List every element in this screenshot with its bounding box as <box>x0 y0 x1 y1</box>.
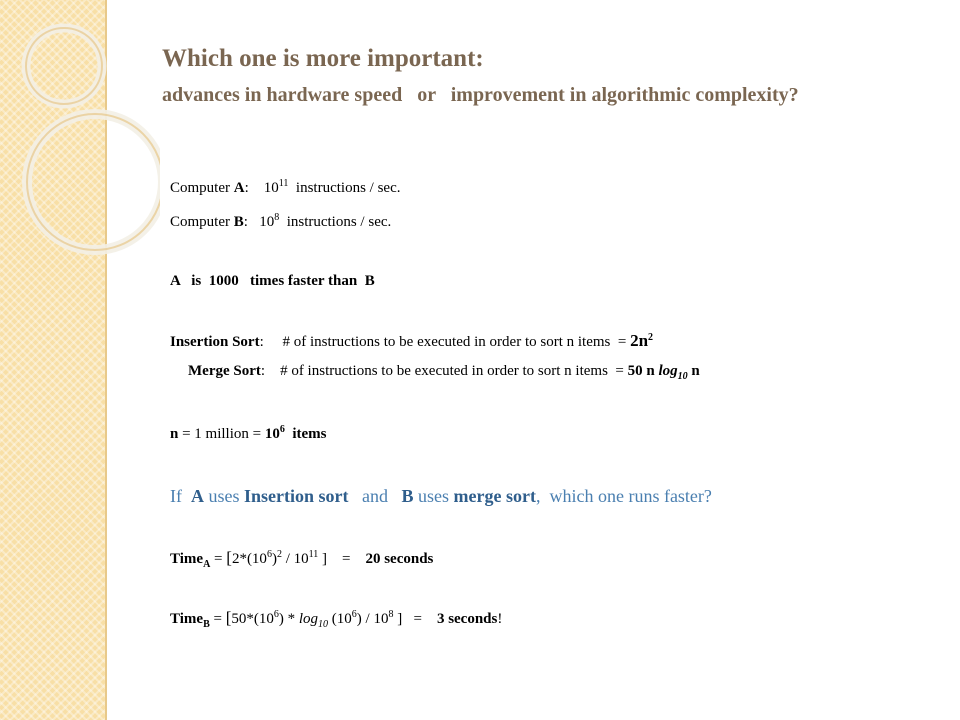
speed-comparison: A is 1000 times faster than B <box>170 273 375 289</box>
decorative-circles <box>0 0 160 300</box>
insertion-sort-line: Insertion Sort: # of instructions to be executed in order to sort n items = $2n^2$ <box>170 331 654 350</box>
time-b-line: Time$_B$ = [$50*(10^6) * \log_{10} (10^6) / 10^8$ ] = 3 seconds! <box>170 608 503 630</box>
question-line: If A uses Insertion sort and B uses merge sort, which one runs faster? <box>170 486 712 506</box>
slide-title: Which one is more important: <box>162 45 484 72</box>
merge-sort-line: Merge Sort: # of instructions to be executed in order to sort n items = 50 n $\log_{10} n$ <box>188 363 700 382</box>
computer-a-line: Computer A: $10^{11}$ instructions / sec. <box>170 178 401 196</box>
time-a-line: Time$_A$ = [$2*(10^6)^2 / 10^{11}$ ] = 20 seconds <box>170 548 434 570</box>
slide-subtitle: advances in hardware speed or improvement in algorithmic complexity? <box>162 84 799 106</box>
computer-b-line: Computer B: $10^8$ instructions / sec. <box>170 212 392 230</box>
n-definition: n = 1 million = $10^6$ items <box>170 424 327 442</box>
